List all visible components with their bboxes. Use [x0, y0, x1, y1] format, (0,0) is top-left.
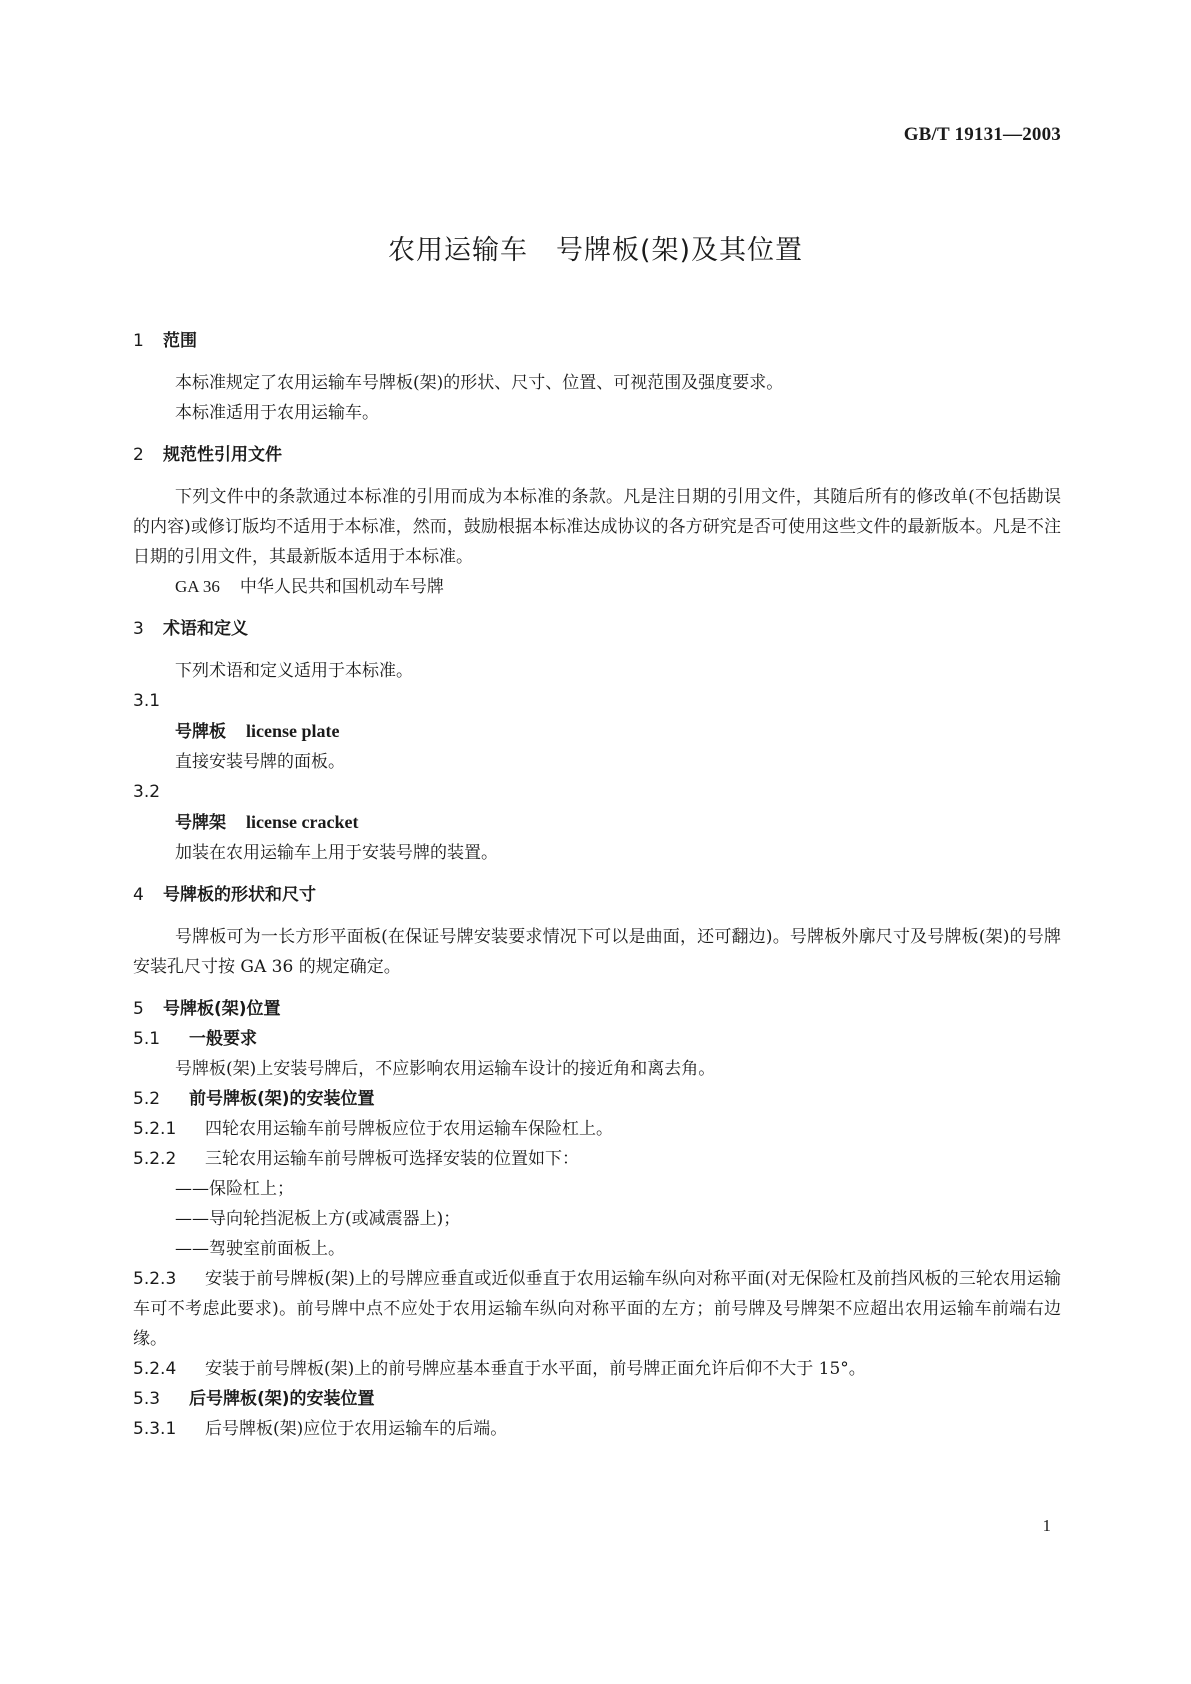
term-number: 3.2	[133, 782, 161, 802]
paragraph: 下列术语和定义适用于本标准。	[175, 661, 413, 681]
term-entry: 号牌板 license plate	[175, 721, 340, 742]
document-body	[133, 326, 1061, 1444]
clause: 5.2.1 四轮农用运输车前号牌板应位于农用运输车保险杠上。	[133, 1119, 613, 1139]
paragraph: 本标准规定了农用运输车号牌板(架)的形状、尺寸、位置、可视范围及强度要求。	[175, 373, 784, 393]
normative-reference: GA 36 中华人民共和国机动车号牌	[175, 577, 444, 597]
term-entry: 号牌架 license cracket	[175, 812, 359, 833]
subsection-heading: 5.2 前号牌板(架)的安装位置	[133, 1089, 375, 1109]
clause: 5.2.4 安装于前号牌板(架)上的前号牌应基本垂直于水平面，前号牌正面允许后仰不大于 15°。	[133, 1359, 866, 1379]
list-item: ——导向轮挡泥板上方(或减震器上)；	[175, 1209, 461, 1229]
section-heading: 4 号牌板的形状和尺寸	[133, 885, 316, 905]
term-definition: 直接安装号牌的面板。	[175, 752, 345, 772]
list-item: ——驾驶室前面板上。	[175, 1239, 345, 1259]
term-definition: 加装在农用运输车上用于安装号牌的装置。	[175, 843, 498, 863]
paragraph: 号牌板可为一长方形平面板(在保证号牌安装要求情况下可以是曲面，还可翻边)。号牌板外廓尺寸及号牌板(架)的号牌安装孔尺寸按 GA 36 的规定确定。	[133, 927, 1061, 977]
list-item: ——保险杠上；	[175, 1179, 294, 1199]
clause: 5.2.2 三轮农用运输车前号牌板可选择安装的位置如下：	[133, 1149, 579, 1169]
section-heading: 1 范围	[133, 331, 197, 351]
subsection-heading: 5.1 一般要求	[133, 1029, 257, 1049]
subsection-heading: 5.3 后号牌板(架)的安装位置	[133, 1389, 375, 1409]
term-number: 3.1	[133, 691, 161, 711]
clause: 5.2.3 安装于前号牌板(架)上的号牌应垂直或近似垂直于农用运输车纵向对称平面(对无保险杠及前挡风板的三轮农用运输车可不考虑此要求)。前号牌中点不应处于农用运输车纵向对称平面的左方；前号牌及号牌架不应超出农用运输车前端右边缘。	[133, 1269, 1061, 1349]
document-title: 农用运输车 号牌板(架)及其位置	[387, 235, 804, 266]
paragraph: 下列文件中的条款通过本标准的引用而成为本标准的条款。凡是注日期的引用文件，其随后所有的修改单(不包括勘误的内容)或修订版均不适用于本标准，然而，鼓励根据本标准达成协议的各方研究是否可使用这些文件的最新版本。凡是不注日期的引用文件，其最新版本适用于本标准。	[133, 487, 1061, 567]
section-heading: 3 术语和定义	[133, 619, 248, 639]
section-heading: 5 号牌板(架)位置	[133, 999, 281, 1019]
standard-number: GB/T 19131—2003	[903, 124, 1061, 145]
paragraph: 本标准适用于农用运输车。	[175, 403, 379, 423]
clause: 5.3.1 后号牌板(架)应位于农用运输车的后端。	[133, 1419, 508, 1439]
page-number: 1	[1042, 1516, 1051, 1535]
section-heading: 2 规范性引用文件	[133, 445, 282, 465]
paragraph: 号牌板(架)上安装号牌后，不应影响农用运输车设计的接近角和离去角。	[175, 1059, 716, 1079]
